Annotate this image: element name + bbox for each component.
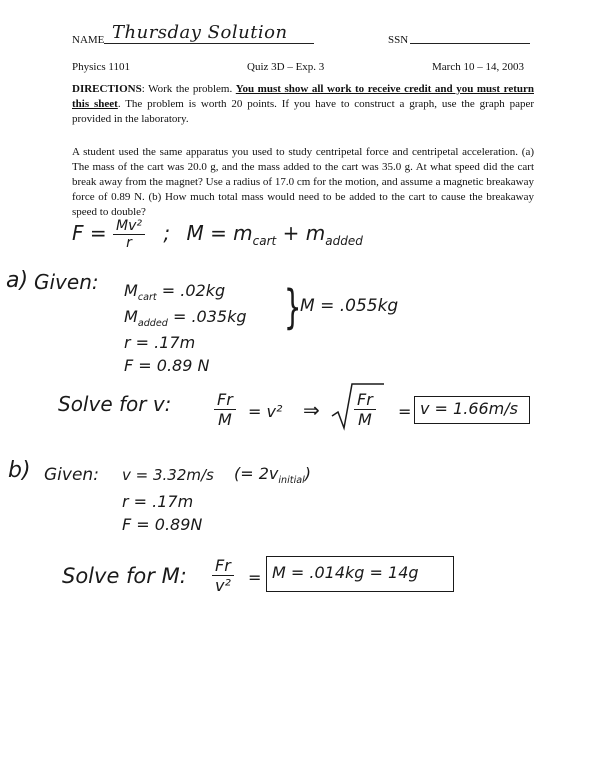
name-line bbox=[104, 43, 314, 44]
total-mass: M = .055kg bbox=[300, 296, 399, 316]
given-velocity-b: v = 3.32m/s bbox=[122, 466, 214, 484]
given-mcart bbox=[124, 281, 225, 303]
eq-sign-a: = bbox=[398, 402, 412, 421]
ssn-line bbox=[410, 43, 530, 44]
implies-arrow: ⇒ bbox=[303, 398, 320, 422]
answer-m: M = .014kg = 14g bbox=[272, 563, 419, 582]
directions-paragraph bbox=[72, 82, 534, 127]
given-madded bbox=[124, 307, 247, 329]
directions-emphasis: You must show all work to receive credit and you must return this sheet bbox=[72, 83, 534, 110]
frac-a-den: M bbox=[214, 409, 236, 429]
given-radius-a: r = .17m bbox=[124, 333, 196, 352]
part-b-given: Given: bbox=[44, 465, 99, 485]
given-radius-b: r = .17m bbox=[122, 492, 194, 511]
frac-b-den: v² bbox=[212, 575, 234, 595]
formula-line bbox=[72, 218, 363, 251]
frac-a-num: Fr bbox=[217, 390, 233, 409]
formula-separator: ; bbox=[163, 221, 171, 245]
solve-v-label: Solve for v: bbox=[58, 392, 172, 416]
mcart-value: = .02kg bbox=[161, 281, 226, 300]
velocity-note bbox=[234, 464, 311, 486]
v-note-close: ) bbox=[304, 464, 312, 483]
frac-b-num: Fr bbox=[215, 556, 231, 575]
part-a-label: a) bbox=[6, 268, 29, 293]
root-den: M bbox=[354, 409, 376, 429]
solve-v-fraction bbox=[214, 390, 236, 429]
formula-cart-sub: cart bbox=[252, 234, 277, 248]
solve-m-fraction bbox=[212, 556, 234, 595]
mcart-sub: cart bbox=[137, 292, 157, 304]
given-force-a: F = 0.89 N bbox=[124, 356, 210, 375]
name-label: NAME bbox=[72, 34, 105, 46]
part-b-label: b) bbox=[8, 458, 31, 483]
given-force-b: F = 0.89N bbox=[122, 515, 203, 534]
solve-m-label: Solve for M: bbox=[62, 564, 187, 588]
directions-text1: : Work the problem. bbox=[141, 83, 236, 95]
eq-sign-b: = bbox=[248, 568, 262, 587]
answer-v: v = 1.66m/s bbox=[420, 399, 518, 418]
eq-v-squared: = v² bbox=[248, 402, 283, 421]
madded-sub: added bbox=[137, 318, 168, 330]
directions-lead: DIRECTIONS bbox=[72, 83, 142, 95]
date-range: March 10 – 14, 2003 bbox=[432, 61, 524, 73]
mcart-symbol: M bbox=[124, 281, 138, 300]
name-value: Thursday Solution bbox=[112, 22, 288, 43]
sqrt-fraction bbox=[354, 390, 376, 429]
madded-value: = .035kg bbox=[172, 307, 247, 326]
quiz-label: Quiz 3D – Exp. 3 bbox=[247, 61, 325, 73]
formula-F: F bbox=[72, 221, 84, 245]
directions-text2: . The problem is worth 20 points. If you have to construct a graph, use the graph paper provided in the laboratory. bbox=[72, 98, 534, 125]
ssn-label: SSN bbox=[388, 34, 409, 46]
root-num: Fr bbox=[357, 390, 373, 409]
mass-brace: } bbox=[283, 280, 302, 334]
part-a-given: Given: bbox=[34, 270, 99, 294]
formula-denominator: r bbox=[113, 234, 145, 251]
formula-mass: M = m bbox=[186, 221, 253, 245]
formula-plus-m: + m bbox=[282, 221, 326, 245]
problem-statement: A student used the same apparatus you used to study centripetal force and centripetal acceleration. (a) The mass of the cart was 20.0 g, and the mass added to the cart was 35.0 g. At what speed did the cart break away from the magnet? Use a radius of 17.0 cm for the motion, and assume a magnetic breakaway force of 0.89 N. (b) How much total mass would need to be added to the cart to cause the breakaway speed to double? bbox=[72, 146, 534, 218]
formula-equals: = bbox=[89, 221, 107, 245]
madded-symbol: M bbox=[124, 307, 138, 326]
formula-added-sub: added bbox=[325, 234, 363, 248]
course-label: Physics 1101 bbox=[72, 61, 130, 73]
formula-fraction bbox=[113, 218, 145, 251]
v-note-sub: initial bbox=[278, 475, 305, 487]
formula-numerator: Mv² bbox=[116, 218, 142, 234]
v-note-text: (= 2v bbox=[234, 464, 279, 483]
